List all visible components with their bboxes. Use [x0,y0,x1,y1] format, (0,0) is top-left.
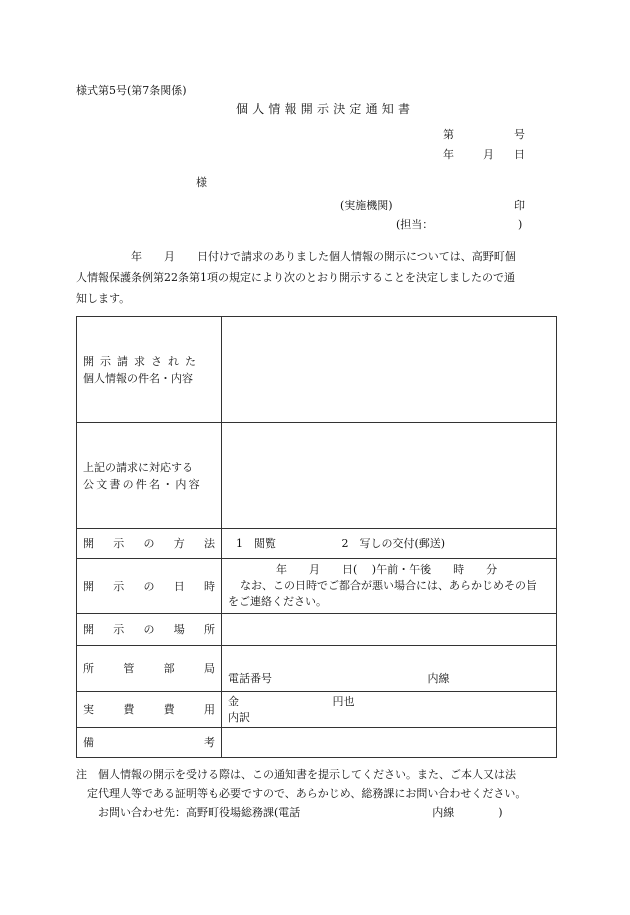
cost-breakdown-label: 内訳 [228,710,250,724]
department-extension-label: 内線 [427,672,450,685]
seal-mark: 印 [514,199,525,212]
notes-section [76,765,526,822]
value-datetime [222,559,557,614]
body-paragraph [76,246,560,309]
document-title: 個人情報開示決定通知書 [236,102,415,116]
note-line-3: お問い合わせ先：高野町役場総務課(電話 内線 ) [76,806,503,819]
number-prefix: 第 [443,128,454,141]
value-public-doc[interactable] [222,423,557,529]
datetime-line-2: なお、この日時でご都合が悪い場合には、あらかじめその旨 [240,579,537,592]
row-datetime [77,559,557,614]
label-cost: 実 費 費 用 [77,692,222,728]
label-requested-info: 開示請求された 個人情報の件名・内容 [77,317,222,423]
issuer-label: (実施機関) [340,199,393,212]
value-remarks[interactable] [222,728,557,758]
body-line-2: 人情報保護条例第22条第1項の規定により次のとおり開示することを決定しましたので通 [76,271,515,284]
department-phone-label: 電話番号 [228,672,272,685]
label-datetime: 開 示 の 日 時 [77,559,222,614]
note-line-2: 定代理人等である証明等も必要ですので、あらかじめ、総務課にお問い合わせください。 [76,787,527,800]
note-line-1: 注 個人情報の開示を受ける際は、この通知書を提示してください。また、ご本人又は法 [76,768,516,781]
value-place[interactable] [222,614,557,646]
datetime-line-1: 年 月 日( )午前・午後 時 分 [276,563,498,576]
date-month: 月 [483,148,494,161]
value-department [222,646,557,692]
row-remarks [77,728,557,758]
label-department: 所 管 部 局 [77,646,222,692]
date-day: 日 [514,148,525,161]
value-cost [222,692,557,728]
form-number: 様式第5号(第7条関係) [76,84,187,97]
body-line-3: 知します。 [76,292,131,305]
cost-gold-label: 金 [228,694,239,708]
method-option-copy[interactable]: 2 写しの交付(郵送) [341,536,446,550]
date-year: 年 [443,148,454,161]
method-option-view[interactable]: 1 閲覧 [236,536,276,550]
contact-close: ) [518,218,523,231]
row-department [77,646,557,692]
number-suffix: 号 [514,128,525,141]
label-place: 開 示 の 場 所 [77,614,222,646]
label-method: 開 示 の 方 法 [77,529,222,559]
row-method [77,529,557,559]
row-requested-info [77,317,557,423]
label-remarks: 備 考 [77,728,222,758]
row-cost [77,692,557,728]
row-place [77,614,557,646]
row-public-doc [77,423,557,529]
cost-yen-label: 円也 [332,694,355,708]
datetime-line-3: をご連絡ください。 [228,595,327,608]
label-public-doc: 上記の請求に対応する 公文書の件名・内容 [77,423,222,529]
body-line-1: 年 月 日付けで請求のありました個人情報の開示については、高野町個 [76,250,516,263]
value-method [222,529,557,559]
value-requested-info[interactable] [222,317,557,423]
addressee-sama: 様 [196,176,207,189]
contact-open: (担当： [396,218,434,231]
disclosure-table [76,316,557,758]
